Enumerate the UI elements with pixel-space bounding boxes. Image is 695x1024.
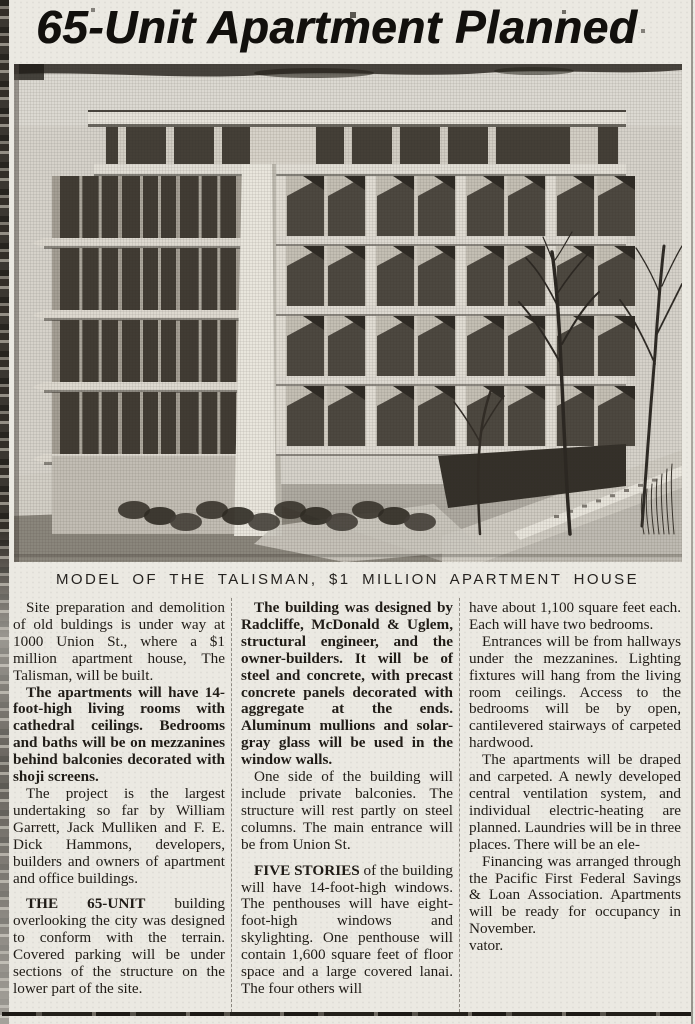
article-paragraph: Entrances will be from hallways under the mezzanines. Lighting fixtures will hang from the living room ceilings. Access to the bedrooms will be by open, cantilevered stairways of carpeted hardwood.: [469, 632, 681, 752]
bottom-rule: [2, 1012, 691, 1016]
article-paragraph: vator.: [469, 937, 504, 955]
article-paragraph: have about 1,100 square feet each. Each will have two bedrooms.: [469, 599, 681, 633]
article-paragraph: Site preparation and demolition of old buldings is under way at 1000 Union St., where a $1 million apartment house, The Talisman, will be built.: [13, 599, 225, 684]
article-column-2: [231, 598, 459, 1012]
article-paragraph: The building was designed by Radcliffe, McDonald & Uglem, structural engineer, and the owner-builders. It will be of steel and concrete, with precast concrete panels decorated with aggregate at the ends. Aluminum mullions and solar-gray glass will be used in the window walls.: [241, 599, 453, 769]
article-body: [4, 598, 687, 1012]
building-model-illustration: [14, 64, 682, 562]
article-paragraph: The apartments will be draped and carpeted. A newly developed central ventilation system, and individual electric-heating are planned. Laundries will be in three places. There will be an ele-: [469, 751, 681, 853]
article-paragraph: THE 65-UNIT building overlooking the city was designed to conform with the terrain. Covered parking will be under sections of the structure on the lower part of the site.: [13, 895, 225, 997]
photo-caption: MODEL OF THE TALISMAN, $1 MILLION APARTMENT HOUSE: [56, 571, 639, 588]
paragraph-lead-in: THE 65-UNIT: [26, 895, 146, 913]
article-column-3: [459, 598, 687, 1012]
article-paragraph: One side of the building will include private balconies. The structure will rest partly on steel columns. The main entrance will be from Union St.: [241, 768, 453, 853]
scan-artifact-right-edge: [691, 0, 693, 1024]
article-column-1: [4, 598, 231, 1012]
article-paragraph: The apartments will have 14-foot-high living rooms with cathedral ceilings. Bedrooms and baths will be on mezzanines behind balconies decorated with shoji screens.: [13, 683, 225, 786]
article-paragraph: FIVE STORIES of the building will have 14-foot-high windows. The penthouses will have eight-foot-high windows and skylighting. One penthouse will contain 1,600 square feet of floor space and a large covered lanai. The four others will: [241, 861, 453, 997]
paragraph-lead-in: FIVE STORIES: [254, 861, 360, 879]
article-paragraph: Financing was arranged through the Pacific First Federal Savings & Loan Association. Apartments will be ready for occupancy in November.: [469, 852, 681, 938]
scan-specks: [0, 0, 2, 2]
article-paragraph: The project is the largest undertaking so far by William Garrett, Jack Mulliken and F. E. Dick Hammons, developers, builders and owners of apartment and office buildings.: [13, 784, 225, 887]
headline: 65-Unit Apartment Planned: [36, 1, 638, 53]
building-model-photo: [14, 64, 682, 562]
